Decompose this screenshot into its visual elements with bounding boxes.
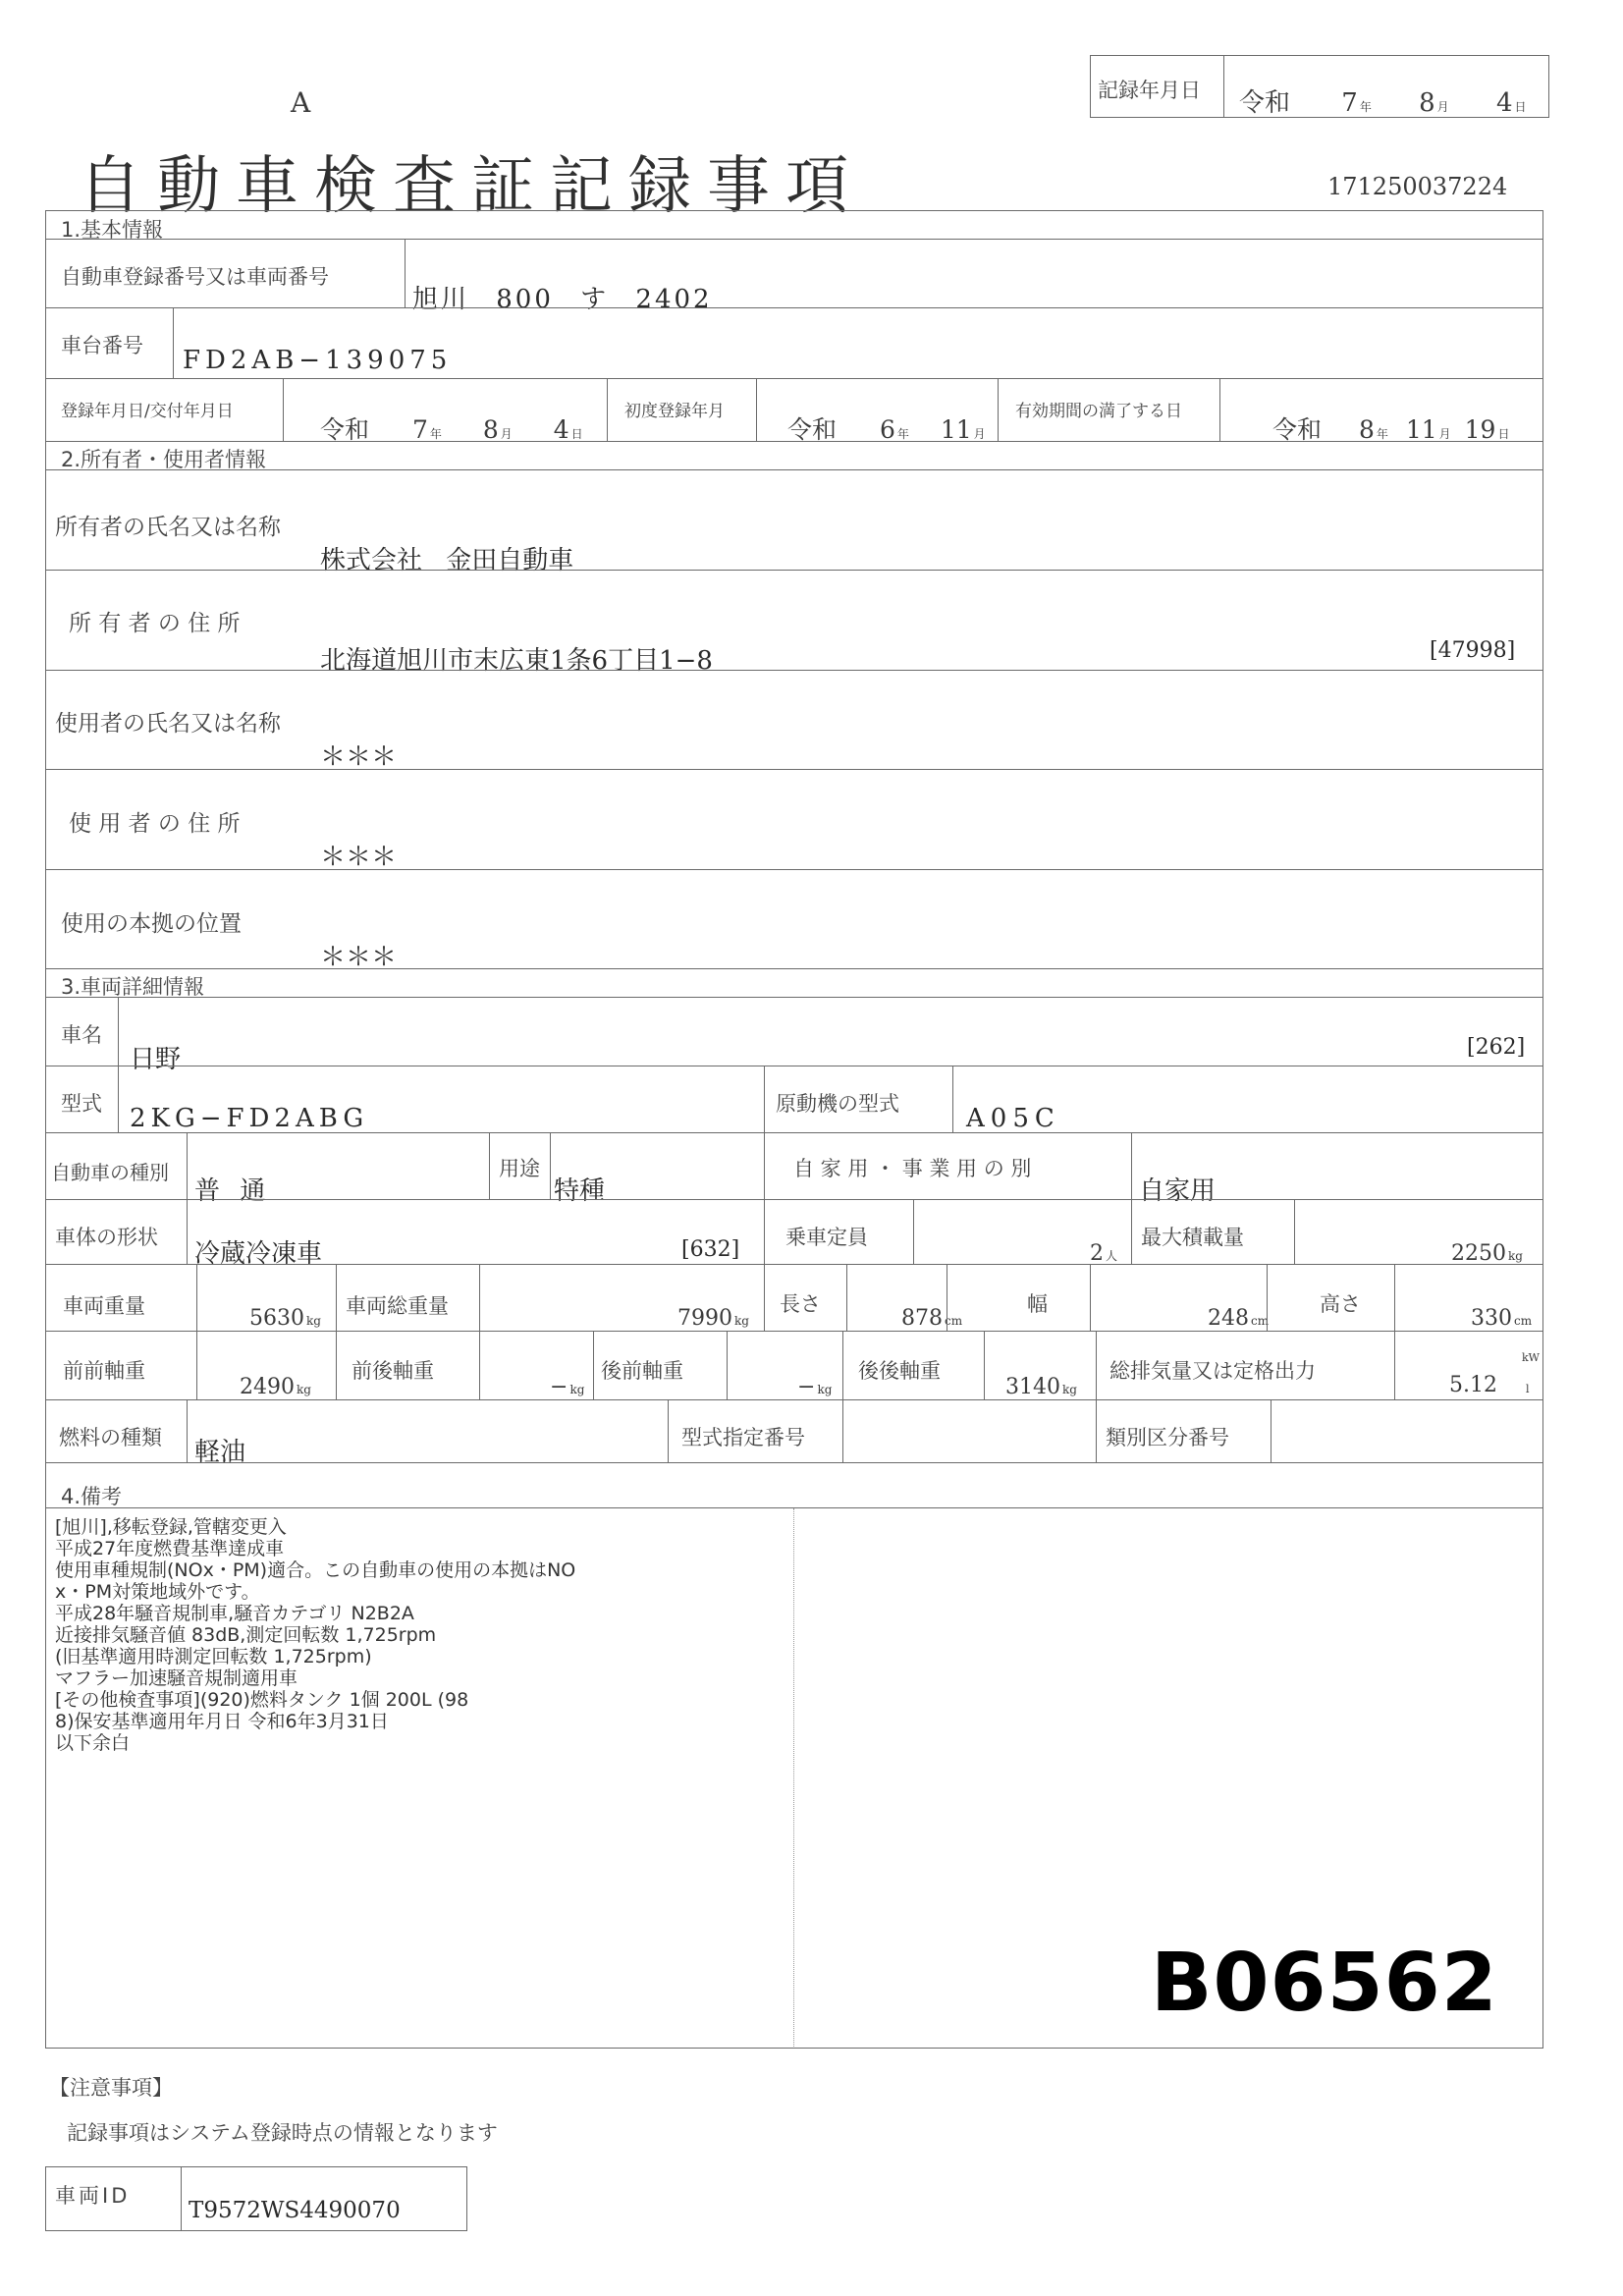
length-label: 長さ — [780, 1292, 821, 1316]
remark-line: [旭川],移転登録,管轄変更入 — [55, 1516, 287, 1538]
remarks — [55, 1516, 575, 1754]
car-name-code: [262] — [1467, 1035, 1526, 1060]
remark-line: x・PM対策地域外です。 — [55, 1581, 260, 1603]
capacity-label: 乗車定員 — [785, 1226, 868, 1249]
expiry-date: 令和 8 年 11 月 19 日 — [1272, 415, 1510, 444]
owner-address-label: 所 有 者 の 住 所 — [69, 611, 241, 636]
owner-address-code: [47998] — [1430, 638, 1516, 663]
section-3-heading: 3.車両詳細情報 — [61, 975, 205, 999]
user-address: ＊＊＊ — [320, 843, 398, 872]
section-1-heading: 1.基本情報 — [61, 218, 164, 242]
rr-axle-label: 後後軸重 — [858, 1359, 941, 1383]
capacity: 2 人 — [1090, 1241, 1118, 1266]
displacement-label: 総排気量又は定格出力 — [1109, 1359, 1316, 1383]
reg-date-label: 登録年月日/交付年月日 — [61, 402, 234, 421]
max-load: 2250 kg — [1451, 1241, 1523, 1266]
ff-axle-label: 前前軸重 — [63, 1359, 145, 1383]
engine-label: 原動機の型式 — [776, 1092, 899, 1116]
notes-text: 記録事項はシステム登録時点の情報となります — [67, 2121, 498, 2145]
remark-line: [その他検査事項](920)燃料タンク 1個 200L (98 — [55, 1689, 469, 1711]
remark-line: 8)保安基準適用年月日 令和6年3月31日 — [55, 1711, 389, 1732]
rf-axle-label: 後前軸重 — [601, 1359, 683, 1383]
record-date-label: 記録年月日 — [1098, 79, 1201, 102]
car-name: 日野 — [130, 1045, 182, 1074]
fr-axle-label: 前後軸重 — [352, 1359, 434, 1383]
body-shape: 冷蔵冷凍車 — [194, 1239, 323, 1269]
vehicle-weight: 5630 kg — [249, 1306, 321, 1331]
unit-l: l — [1526, 1383, 1530, 1395]
page-title: 自動車検査証記録事項 — [79, 150, 864, 223]
rf-axle: − kg — [797, 1375, 833, 1399]
chassis-number: FD2AB−139075 — [183, 346, 453, 375]
section-2-heading: 2.所有者・使用者情報 — [61, 448, 267, 471]
engine-model: A05C — [966, 1104, 1060, 1133]
body-shape-label: 車体の形状 — [55, 1226, 158, 1249]
document-number: 171250037224 — [1327, 173, 1508, 200]
height: 330 cm — [1471, 1306, 1533, 1331]
gross-weight-label: 車両総重量 — [346, 1294, 449, 1318]
unit-kw: kW — [1522, 1351, 1540, 1364]
car-name-label: 車名 — [61, 1023, 102, 1047]
reg-number: 旭川 800 す 2402 — [412, 285, 713, 314]
ff-axle: 2490 kg — [240, 1375, 311, 1399]
vehicle-id: T9572WS4490070 — [189, 2198, 401, 2223]
first-reg-label: 初度登録年月 — [624, 402, 725, 421]
stamp-code: B06562 — [1151, 1937, 1498, 2030]
rr-axle: 3140 kg — [1005, 1375, 1077, 1399]
record-date: 令和 7 年 8 月 4 日 — [1239, 88, 1527, 118]
kind-label: 自動車の種別 — [51, 1161, 169, 1184]
base-location-label: 使用の本拠の位置 — [61, 911, 242, 937]
fuel-label: 燃料の種類 — [59, 1426, 162, 1449]
remark-line: 以下余白 — [55, 1732, 131, 1754]
owner-name-label: 所有者の氏名又は名称 — [55, 515, 281, 540]
section-4-heading: 4.備考 — [61, 1485, 123, 1508]
remark-line: 使用車種規制(NOx・PM)適合。この自動車の使用の本拠はNO — [55, 1559, 576, 1581]
kind: 普 通 — [194, 1176, 266, 1206]
fuel-type: 軽油 — [194, 1438, 246, 1467]
notes-heading: 【注意事項】 — [49, 2076, 173, 2100]
height-label: 高さ — [1320, 1292, 1361, 1316]
remark-line: (旧基準適用時測定回転数 1,725rpm) — [55, 1646, 372, 1667]
use: 特種 — [554, 1176, 606, 1206]
base-location: ＊＊＊ — [320, 943, 398, 972]
private-business: 自家用 — [1139, 1176, 1217, 1206]
remark-line: 平成28年騒音規制車,騒音カテゴリ N2B2A — [55, 1603, 414, 1624]
expiry-label: 有効期間の満了する日 — [1015, 402, 1182, 421]
chassis-label: 車台番号 — [61, 334, 143, 357]
model: 2KG−FD2ABG — [130, 1104, 369, 1133]
reg-number-label: 自動車登録番号又は車両番号 — [61, 265, 329, 289]
gross-weight: 7990 kg — [677, 1306, 749, 1331]
first-reg-date: 令和 6 年 11 月 — [787, 415, 986, 444]
max-load-label: 最大積載量 — [1141, 1226, 1244, 1249]
reg-date: 令和 7 年 8 月 4 日 — [320, 415, 583, 444]
width: 248 cm — [1208, 1306, 1270, 1331]
type-designation-label: 型式指定番号 — [681, 1426, 805, 1449]
fr-axle: − kg — [550, 1375, 585, 1399]
remark-line: 近接排気騒音値 83dB,測定回転数 1,725rpm — [55, 1624, 437, 1646]
model-label: 型式 — [61, 1092, 102, 1116]
user-name: ＊＊＊ — [320, 742, 398, 772]
displacement: 5.12 — [1449, 1373, 1497, 1397]
vehicle-id-label: 車両ID — [55, 2184, 131, 2208]
owner-name: 株式会社 金田自動車 — [320, 546, 574, 575]
form-mark: A — [291, 86, 311, 119]
width-label: 幅 — [1027, 1292, 1048, 1316]
remark-line: 平成27年度燃費基準達成車 — [55, 1538, 285, 1559]
body-shape-code: [632] — [681, 1237, 740, 1262]
length: 878 cm — [901, 1306, 963, 1331]
user-address-label: 使 用 者 の 住 所 — [69, 811, 241, 837]
owner-address: 北海道旭川市末広東1条6丁目1−8 — [320, 646, 713, 676]
user-name-label: 使用者の氏名又は名称 — [55, 711, 281, 737]
class-number-label: 類別区分番号 — [1106, 1426, 1229, 1449]
remark-line: マフラー加速騒音規制適用車 — [55, 1667, 298, 1689]
vehicle-weight-label: 車両重量 — [63, 1294, 145, 1318]
private-business-label: 自 家 用 ・ 事 業 用 の 別 — [793, 1157, 1032, 1180]
use-label: 用途 — [499, 1157, 540, 1180]
